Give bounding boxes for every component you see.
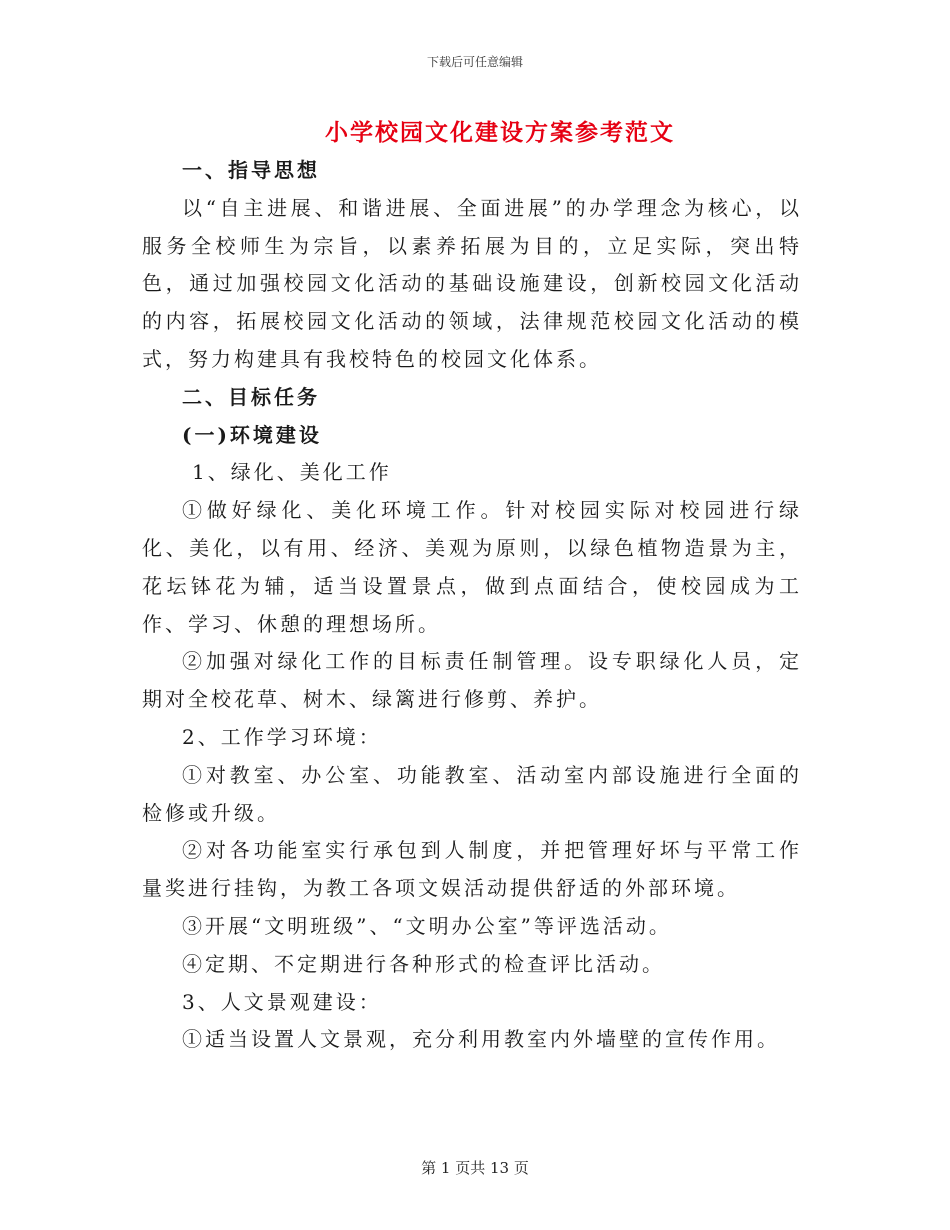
section-heading: 一、指导思想 (182, 158, 320, 182)
document-title: 小学校园文化建设方案参考范文 (325, 119, 675, 146)
item-heading: 1、绿化、美化工作 (192, 460, 392, 485)
paragraph: ①做好绿化、美化环境工作。针对校园实际对校园进行绿化、美化，以有用、经济、美观为原则，以绿色植物造景为主，花坛钵花为辅，适当设置景点，做到点面结合，使校园成为工作、学习、休憩的理想场所。 (142, 498, 802, 636)
header-note: 下载后可任意编辑 (426, 55, 523, 69)
item-heading: 3、人文景观建设： (182, 989, 382, 1014)
paragraph: ①对教室、办公室、功能教室、活动室内部设施进行全面的检修或升级。 (142, 762, 802, 825)
paragraph: ①适当设置人文景观，充分利用教室内外墙壁的宣传作用。 (182, 1027, 780, 1052)
document-body (142, 152, 802, 1059)
paragraph: ③开展“文明班级”、“文明办公室”等评选活动。 (182, 913, 672, 938)
item-heading: 2、工作学习环境： (182, 724, 382, 749)
paragraph: ②加强对绿化工作的目标责任制管理。设专职绿化人员，定期对全校花草、树木、绿篱进行修剪、养护。 (142, 649, 802, 712)
paragraph: ④定期、不定期进行各种形式的检查评比活动。 (182, 951, 665, 976)
paragraph: ②对各功能室实行承包到人制度，并把管理好坏与平常工作量奖进行挂钩，为教工各项文娱活动提供舒适的外部环境。 (142, 838, 802, 901)
section-heading: 二、目标任务 (182, 384, 320, 409)
paragraph: 以“自主进展、和谐进展、全面进展”的办学理念为核心，以服务全校师生为宗旨，以素养拓展为目的，立足实际，突出特色，通过加强校园文化活动的基础设施建设，创新校园文化活动的内容，拓展校园文化活动的领域，法律规范校园文化活动的模式，努力构建具有我校特色的校园文化体系。 (142, 195, 802, 371)
subsection-heading: (一)环境建设 (182, 422, 322, 447)
page-number: 第 1 页共 13 页 (421, 1159, 529, 1177)
